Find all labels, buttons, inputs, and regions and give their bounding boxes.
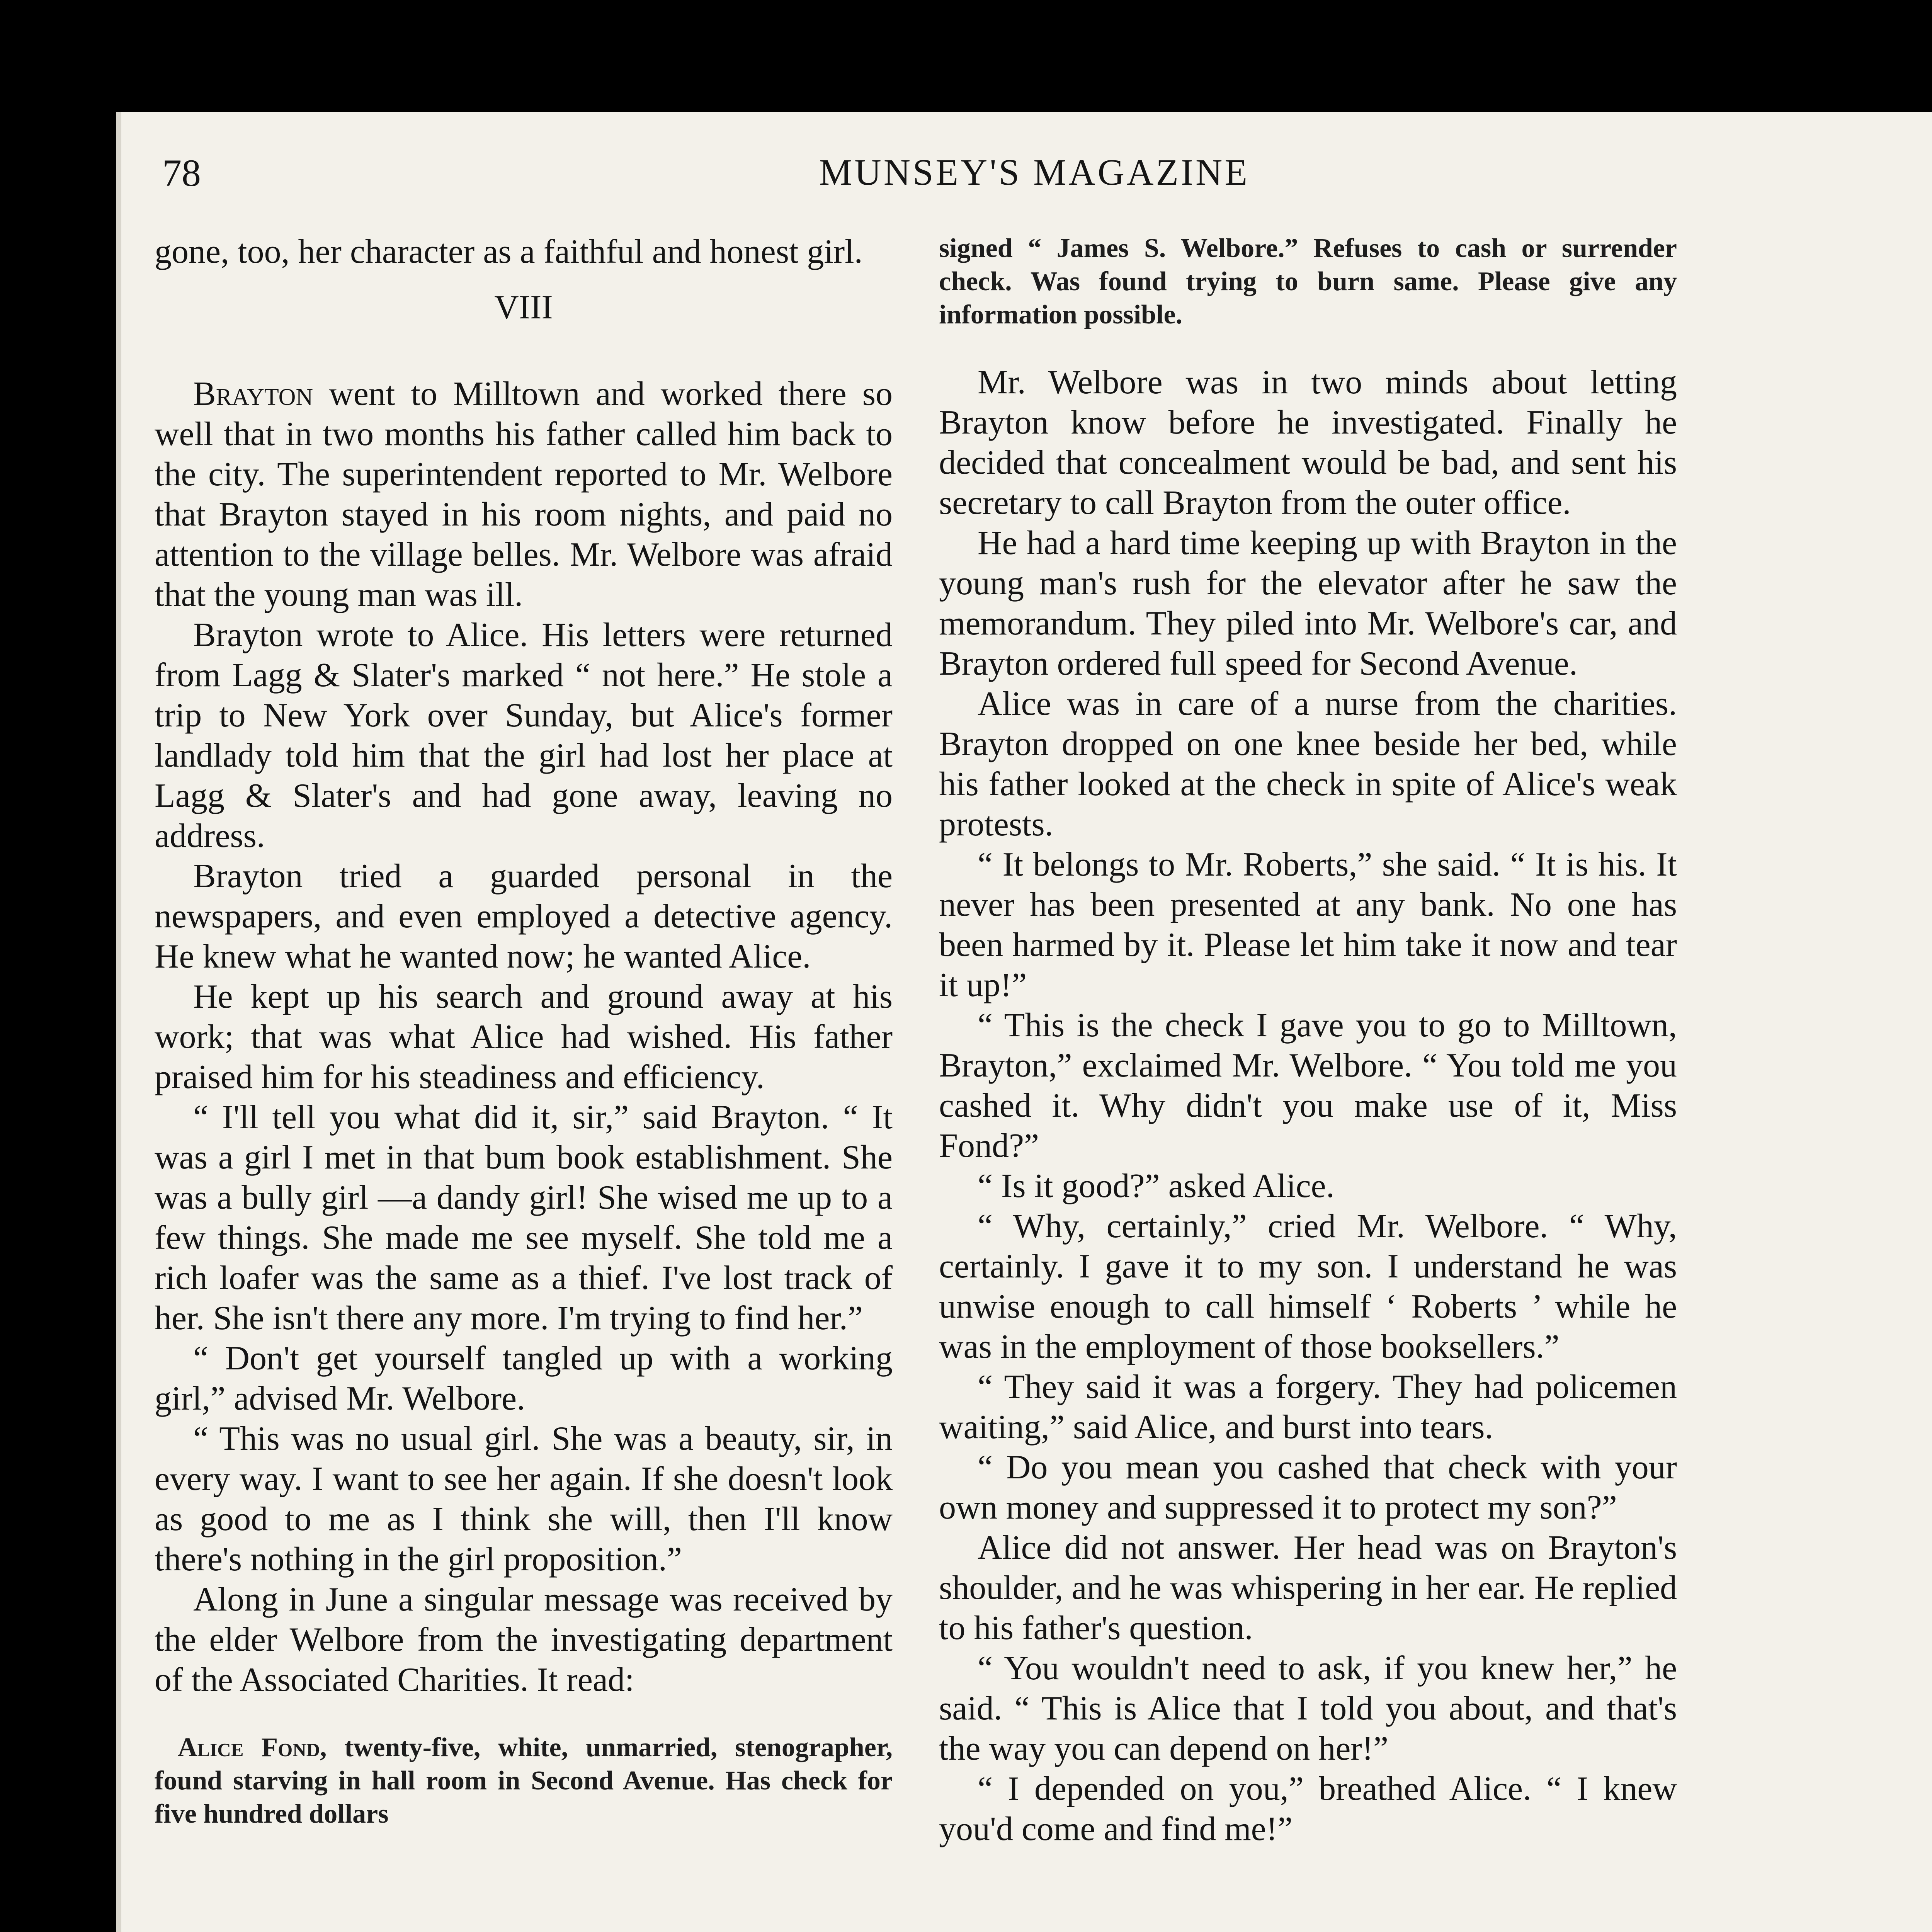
notice-body: twenty-five, white, unmarried, stenographer, found starving in hall room in Second Avenue. Has check for five hundred dollars — [155, 1733, 893, 1829]
charities-notice — [155, 1731, 893, 1831]
notice-text — [155, 1731, 893, 1831]
paragraph — [155, 374, 893, 615]
page-number: 78 — [162, 151, 201, 194]
paragraph: “ They said it was a forgery. They had policemen waiting,” said Alice, and burst into tears. — [939, 1368, 1677, 1446]
charities-notice-continued — [939, 232, 1677, 332]
paragraph: He kept up his search and ground away at his work; that was what Alice had wished. His father praised him for his steadiness and efficiency. — [155, 978, 893, 1096]
paragraph: “ This is the check I gave you to go to Milltown, Brayton,” exclaimed Mr. Welbore. “ You told me you cashed it. Why didn't you make use of it, Miss Fond?” — [939, 1007, 1677, 1165]
notice-text: signed “ James S. Welbore.” Refuses to cash or surrender check. Was found trying to burn same. Please give any information possible. — [939, 233, 1677, 330]
paragraph: “ I'll tell you what did it, sir,” said Brayton. “ It was a girl I met in that bum book establishment. She was a bully girl —a dandy girl! She wised me up to a few things. She made me see myself. She told me a rich loafer was the same as a thief. I've lost track of her. She isn't there any more. I'm trying to find her.” — [155, 1099, 893, 1337]
paragraph: “ You wouldn't need to ask, if you knew her,” he said. “ This is Alice that I told you about, and that's the way you can depend on her!” — [939, 1650, 1677, 1767]
paragraph: “ Why, certainly,” cried Mr. Welbore. “ Why, certainly. I gave it to my son. I understand he was unwise enough to call himself ‘ Roberts ’ while he was in the employment of those booksellers.” — [939, 1208, 1677, 1366]
section-heading: VIII — [494, 289, 553, 326]
paragraph: “ This was no usual girl. She was a beauty, sir, in every way. I want to see her again. If she doesn't look as good to me as I think she will, then I'll know there's nothing in the girl proposition.” — [155, 1420, 893, 1578]
left-column — [155, 232, 893, 1831]
paragraph-text: went to Milltown and worked there so well that in two months his father called him back to the city. The superintendent reported to Mr. Welbore that Brayton stayed in his room nights, and paid no attention to the village belles. Mr. Welbore was afraid that the young man was ill. — [155, 375, 893, 614]
right-column — [939, 232, 1677, 1849]
paragraph: Alice did not answer. Her head was on Brayton's shoulder, and he was whispering in her ear. He replied to his father's question. — [939, 1529, 1677, 1647]
paragraph: “ Don't get yourself tangled up with a working girl,” advised Mr. Welbore. — [155, 1340, 893, 1417]
paragraph: He had a hard time keeping up with Brayton in the young man's rush for the elevator after he saw the memorandum. They piled into Mr. Welbore's car, and Brayton ordered full speed for Second Avenue. — [939, 524, 1677, 682]
notice-lead: Alice Fond, — [178, 1733, 327, 1762]
paragraph: “ Is it good?” asked Alice. — [978, 1167, 1335, 1205]
spacer — [155, 1700, 893, 1731]
paragraph: Along in June a singular message was received by the elder Welbore from the investigating department of the Associated Charities. It read: — [155, 1581, 893, 1699]
paragraph: Mr. Welbore was in two minds about letting Brayton know before he investigated. Finally he decided that concealment would be bad, and sent his secretary to call Brayton from the outer office. — [939, 364, 1677, 522]
paragraph: Brayton wrote to Alice. His letters were returned from Lagg & Slater's marked “ not here.” He stole a trip to New York over Sunday, but Alice's former landlady told him that the girl had lost her place at Lagg & Slater's and had gone away, leaving no address. — [155, 616, 893, 855]
paragraph: “ I depended on you,” breathed Alice. “ I knew you'd come and find me!” — [939, 1770, 1677, 1848]
magazine-title: MUNSEY'S MAGAZINE — [819, 151, 1250, 193]
lead-word: Brayton — [193, 375, 313, 413]
running-head — [162, 151, 1824, 209]
paragraph: “ It belongs to Mr. Roberts,” she said. “ It is his. It never has been presented at any bank. No one has been harmed by it. Please let him take it now and tear it up!” — [939, 846, 1677, 1004]
paragraph: gone, too, her character as a faithful and honest girl. — [155, 233, 863, 270]
spacer — [939, 332, 1677, 362]
paragraph: Alice was in care of a nurse from the charities. Brayton dropped on one knee beside her bed, while his father looked at the check in spite of Alice's weak protests. — [939, 685, 1677, 843]
paragraph: Brayton tried a guarded personal in the newspapers, and even employed a detective agency. He knew what he wanted now; he wanted Alice. — [155, 857, 893, 975]
paragraph: “ Do you mean you cashed that check with your own money and suppressed it to protect my son?” — [939, 1449, 1677, 1526]
